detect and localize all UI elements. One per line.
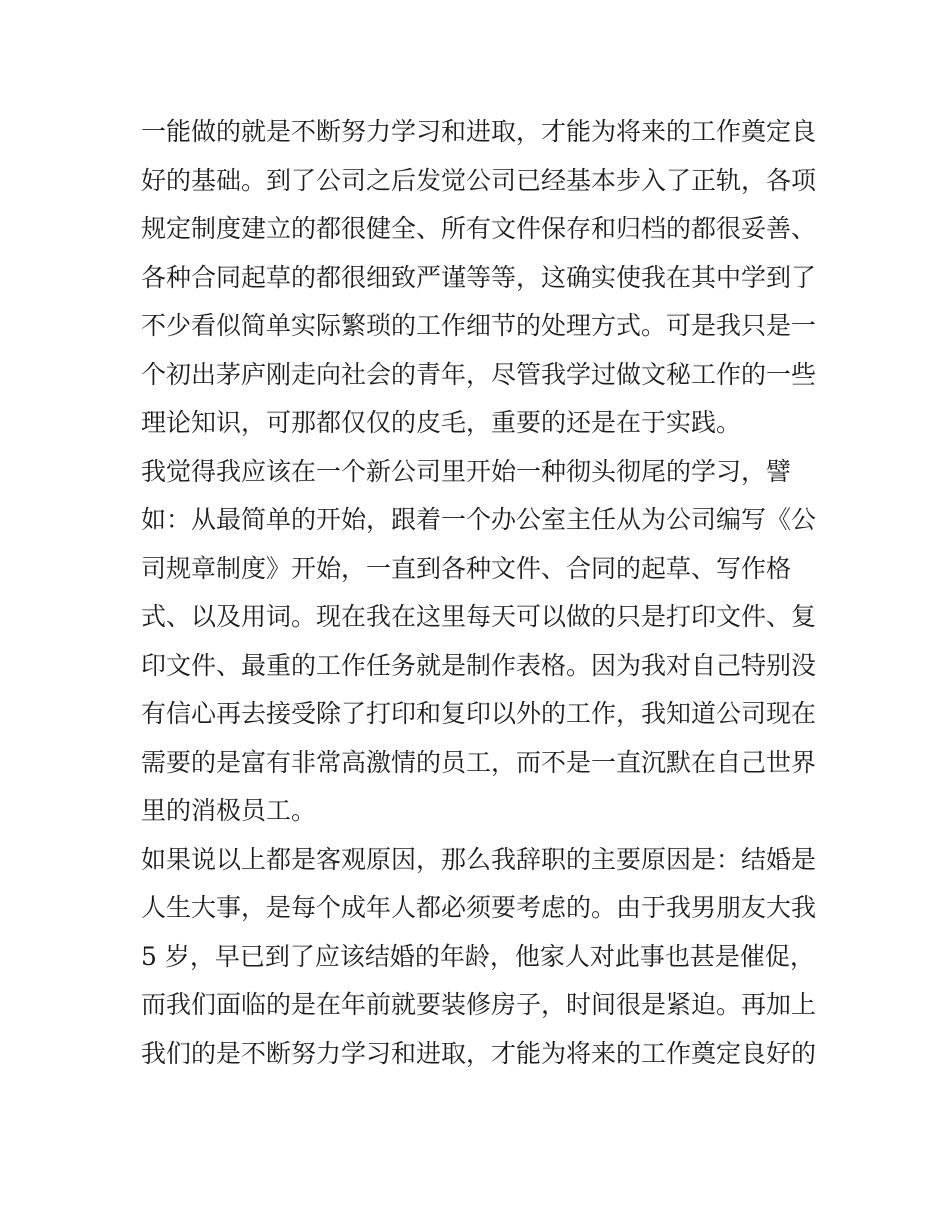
- text-line: 好的基础。到了公司之后发觉公司已经基本步入了正轨，各项: [141, 165, 817, 195]
- text-line: 司规章制度》开始，一直到各种文件、合同的起草、写作格: [141, 553, 792, 583]
- text-line: 如：从最简单的开始，跟着一个办公室主任从为公司编写《公: [141, 505, 817, 534]
- text-line: 规定制度建立的都很健全、所有文件保存和归档的都很妥善、: [141, 214, 817, 243]
- text-line: 印文件、最重的工作任务就是制作表格。因为我对自己特别没: [141, 650, 817, 680]
- text-line: 而我们面临的是在年前就要装修房子，时间很是紧迫。再加上: [141, 990, 817, 1019]
- text-line: 各种合同起草的都很细致严谨等等，这确实使我在其中学到了: [141, 262, 817, 292]
- text-line: 一能做的就是不断努力学习和进取，才能为将来的工作奠定良: [141, 117, 817, 146]
- text-line: 有信心再去接受除了打印和复印以外的工作，我知道公司现在: [141, 699, 817, 728]
- text-line: 里的消极员工。: [141, 796, 317, 825]
- text-line: 5 岁，早已到了应该结婚的年龄，他家人对此事也甚是催促，: [141, 941, 815, 971]
- text-line: 如果说以上都是客观原因，那么我辞职的主要原因是：结婚是: [141, 844, 817, 874]
- text-line: 理论知识，可那都仅仅的皮毛，重要的还是在于实践。: [141, 408, 742, 437]
- text-line: 我们的是不断努力学习和进取，才能为将来的工作奠定良好的: [141, 1038, 817, 1068]
- text-line: 不少看似简单实际繁琐的工作细节的处理方式。可是我只是一: [141, 311, 817, 340]
- text-line: 我觉得我应该在一个新公司里开始一种彻头彻尾的学习，譬: [141, 456, 792, 486]
- text-line: 需要的是富有非常高激情的员工，而不是一直沉默在自己世界: [141, 747, 817, 777]
- text-line: 人生大事，是每个成年人都必须要考虑的。由于我男朋友大我: [141, 893, 817, 922]
- text-line: 个初出茅庐刚走向社会的青年，尽管我学过做文秘工作的一些: [141, 359, 817, 389]
- body-text: [141, 108, 821, 1078]
- text-line: 式、以及用词。现在我在这里每天可以做的只是打印文件、复: [141, 602, 817, 631]
